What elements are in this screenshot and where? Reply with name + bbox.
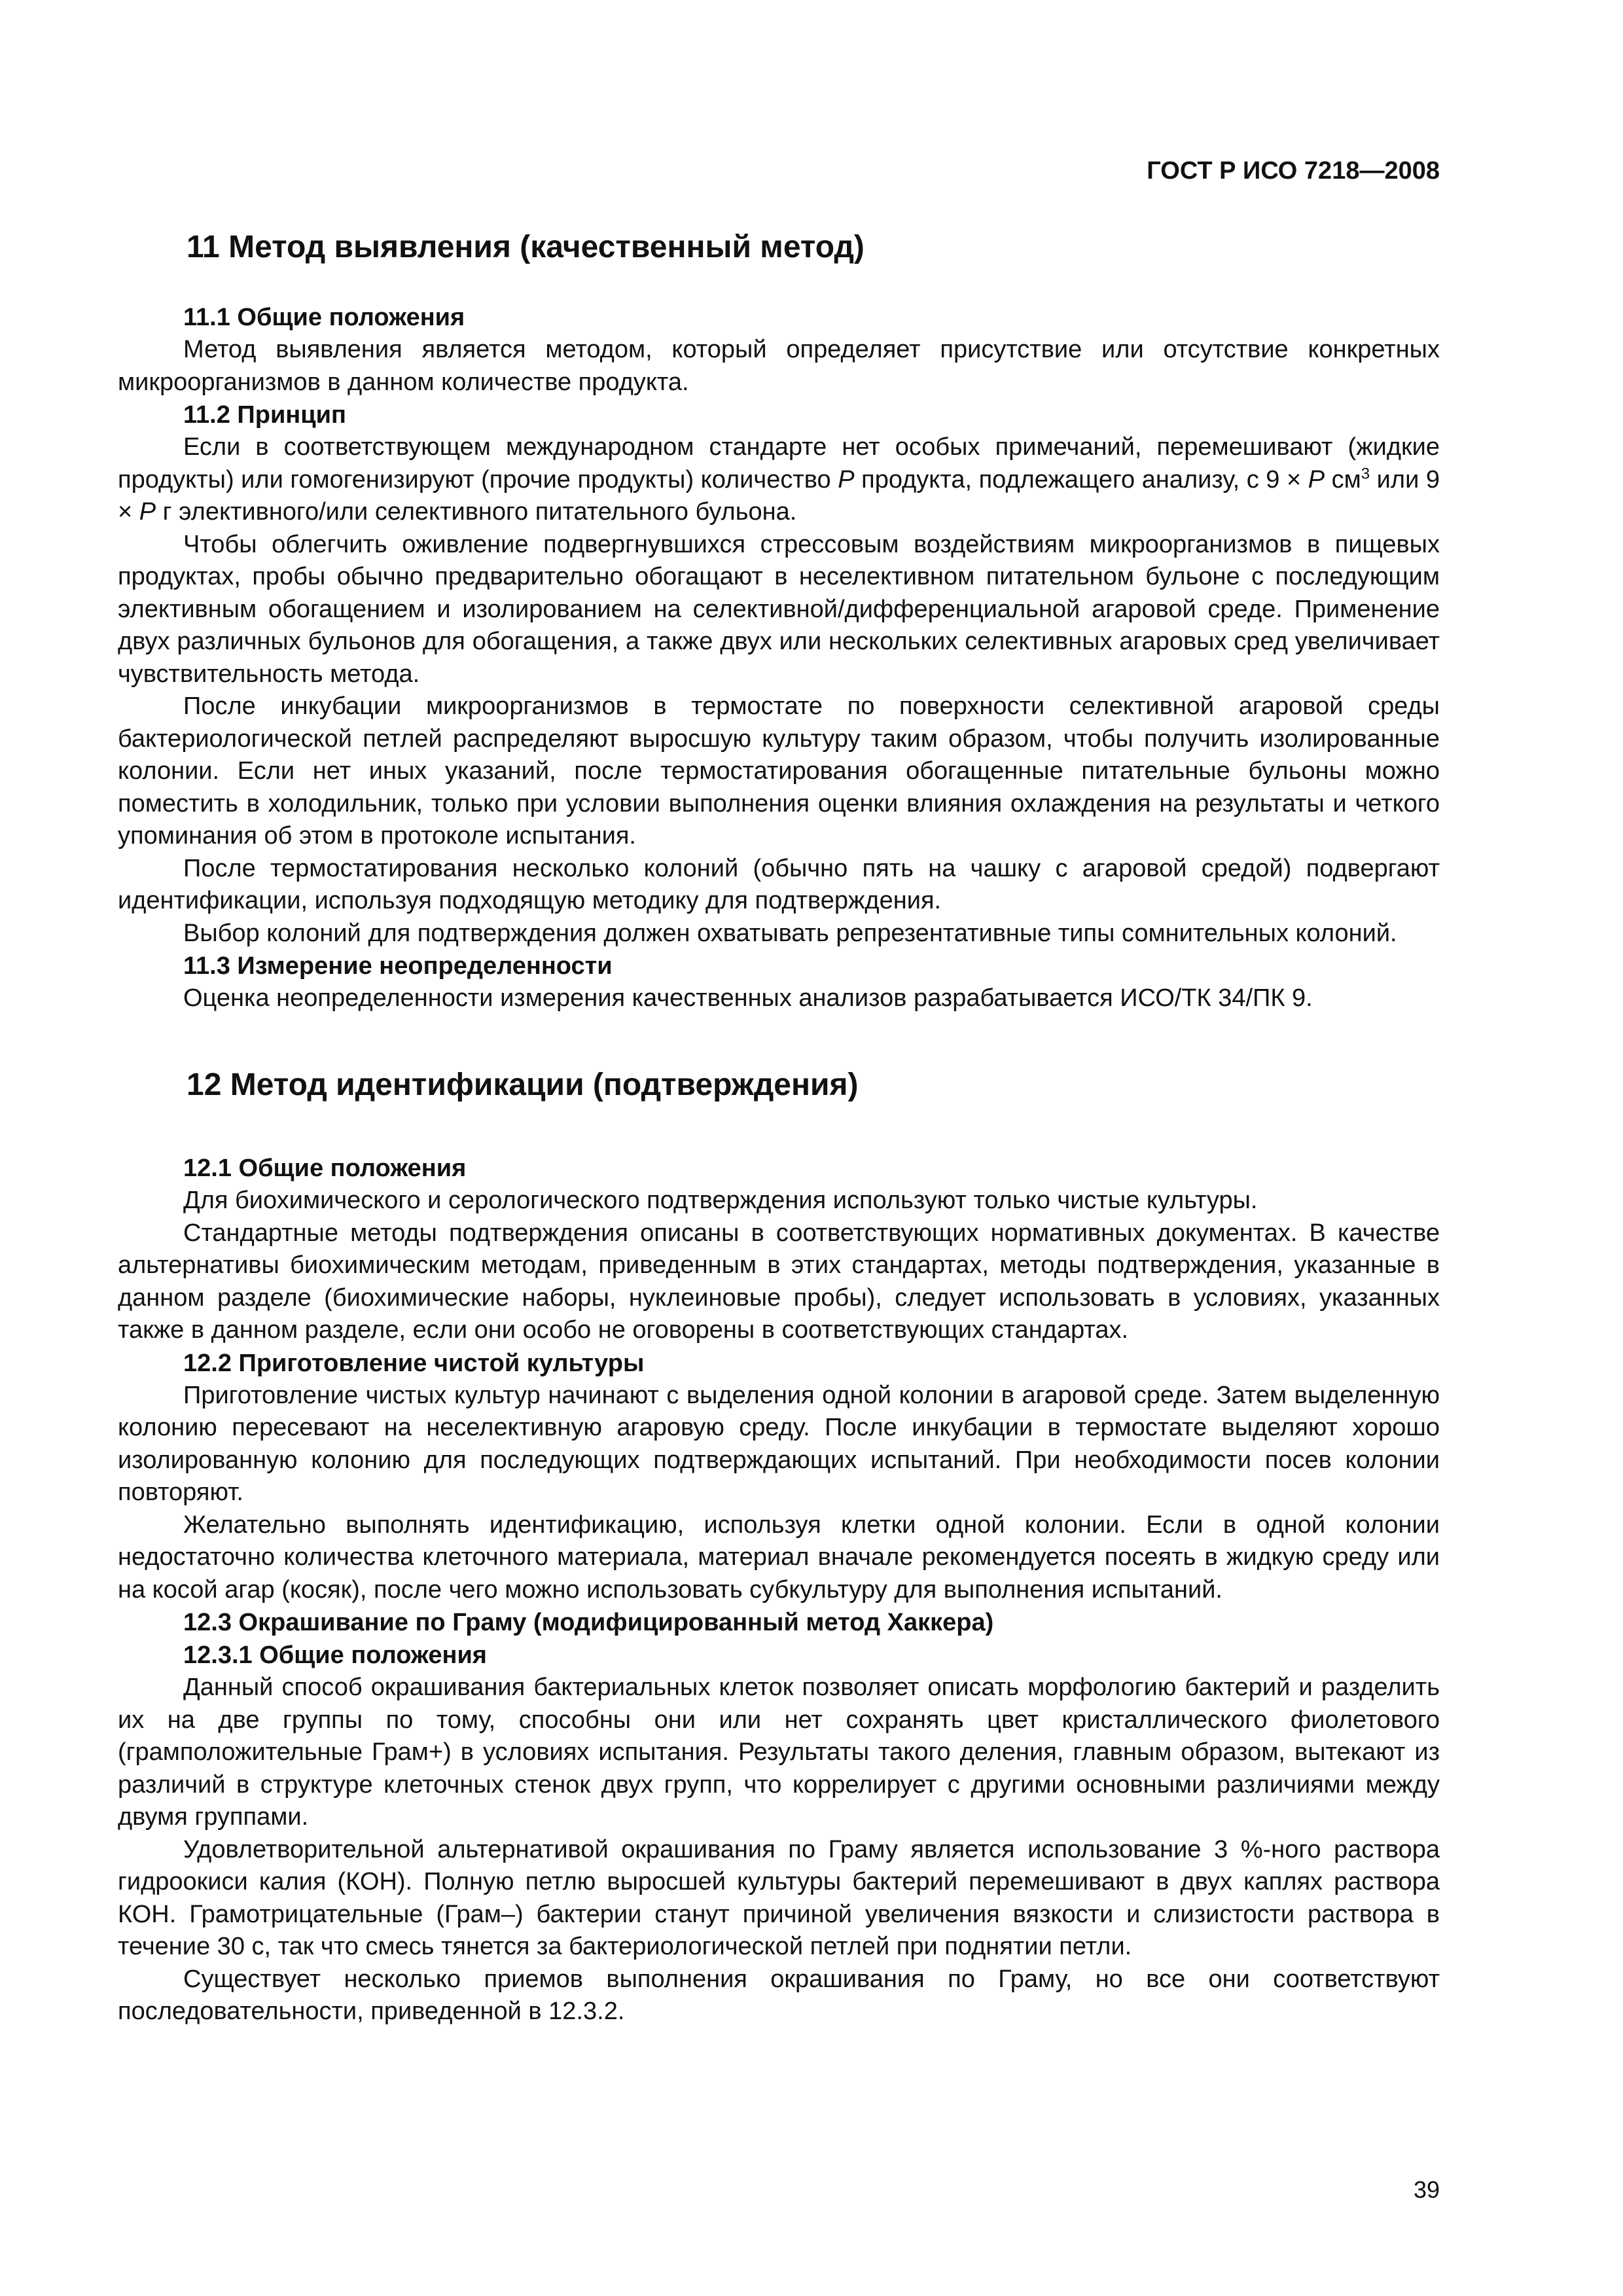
section-11-title: 11 Метод выявления (качественный метод) xyxy=(187,230,865,264)
section-11-3-p1: Оценка неопределенности измерения качественных анализов разрабатывается ИСО/ТК 34/ПК 9. xyxy=(183,984,1313,1012)
section-11-2-p3: После инкубации микроорганизмов в термостате по поверхности селективной агаровой среды бактериологической петлей распределяют выросшую культуру таким образом, чтобы получить изолированные колонии. Если нет иных указаний, после термостатирования обогащенные питательные бульоны можно поместить в холодильник, только при условии выполнения оценки влияния охлаждения на результаты и четкого упоминания об этом в протоколе испытания. xyxy=(118,692,1440,850)
section-12-body xyxy=(118,1152,1440,2028)
section-12-3-1-title: 12.3.1 Общие положения xyxy=(183,1641,487,1669)
section-12-3-1-p1: Данный способ окрашивания бактериальных клеток позволяет описать морфологию бактерий и разделить их на две группы по тому, способны они или нет сохранять цвет кристаллического фиолетового (грамположительные Грам+) в условиях испытания. Результаты такого деления, главным образом, вытекают из различий в структуре клеточных стенок двух групп, что коррелирует с другими основными различиями между двумя группами. xyxy=(118,1674,1440,1831)
section-11-2-p5: Выбор колоний для подтверждения должен охватывать репрезентативные типы сомнительных колоний. xyxy=(183,919,1397,947)
document-code: ГОСТ Р ИСО 7218—2008 xyxy=(1147,157,1440,185)
section-12-1-p1: Для биохимического и серологического подтверждения используют только чистые культуры. xyxy=(183,1187,1258,1214)
section-12-title: 12 Метод идентификации (подтверждения) xyxy=(187,1067,859,1102)
section-11-2-title: 11.2 Принцип xyxy=(183,401,346,429)
section-12-1-p2: Стандартные методы подтверждения описаны в соответствующих нормативных документах. В качестве альтернативы биохимическим методам, приведенным в этих стандартах, методы подтверждения, указанные в данном разделе (биохимические наборы, нуклеиновые пробы), следует использовать в условиях, указанных также в данном разделе, если они особо не оговорены в соответствующих стандартах. xyxy=(118,1219,1440,1344)
section-11-2-p4: После термостатирования несколько колоний (обычно пять на чашку с агаровой средой) подвергают идентификации, используя подходящую методику для подтверждения. xyxy=(118,854,1440,914)
section-12-3-title: 12.3 Окрашивание по Граму (модифицированный метод Хаккера) xyxy=(183,1609,994,1636)
section-12-3-1-p3: Существует несколько приемов выполнения окрашивания по Граму, но все они соответствуют последовательности, приведенной в 12.3.2. xyxy=(118,1965,1440,2025)
section-12-1-title: 12.1 Общие положения xyxy=(183,1155,467,1182)
section-12-3-1-p2: Удовлетворительной альтернативой окрашивания по Граму является использование 3 %-ного раствора гидроокиси калия (КОН). Полную петлю выросшей культуры бактерий перемешивают в двух каплях раствора КОН. Грамотрицательные (Грам–) бактерии станут причиной увеличения вязкости и слизистости раствора в течение 30 с, так что смесь тянется за бактериологической петлей при поднятии петли. xyxy=(118,1835,1440,1960)
section-11-2-p1: Если в соответствующем международном стандарте нет особых примечаний, перемешивают (жидкие продукты) или гомогенизируют (прочие продукты) количество P продукта, подлежащего анализу, с 9 × P $см^3$ или 9 × P г элективного/или селективного питательного бульона. xyxy=(118,433,1440,526)
page-number: 39 xyxy=(1413,2176,1440,2203)
section-11-body xyxy=(118,301,1440,1015)
section-12-2-p2: Желательно выполнять идентификацию, используя клетки одной колонии. Если в одной колонии недостаточно количества клеточного материала, материал вначале рекомендуется посеять в жидкую среду или на косой агар (косяк), после чего можно использовать субкультуру для выполнения испытаний. xyxy=(118,1511,1440,1604)
section-11-1-title: 11.1 Общие положения xyxy=(183,304,465,331)
section-11-3-title: 11.3 Измерение неопределенности xyxy=(183,952,613,980)
section-12-2-title: 12.2 Приготовление чистой культуры xyxy=(183,1349,645,1377)
section-11-2-p2: Чтобы облегчить оживление подвергнувшихся стрессовым воздействиям микроорганизмов в пищевых продуктах, пробы обычно предварительно обогащают в неселективном питательном бульоне с последующим элективным обогащением и изолированием на селективной/дифференциальной агаровой среде. Применение двух различных бульонов для обогащения, а также двух или нескольких селективных агаровых сред увеличивает чувствительность метода. xyxy=(118,530,1440,688)
section-11-1-p1: Метод выявления является методом, который определяет присутствие или отсутствие конкретных микроорганизмов в данном количестве продукта. xyxy=(118,336,1440,396)
section-12-2-p1: Приготовление чистых культур начинают с выделения одной колонии в агаровой среде. Затем выделенную колонию пересевают на неселективную агаровую среду. После инкубации в термостате выделяют хорошо изолированную колонию для последующих подтверждающих испытаний. При необходимости посев колонии повторяют. xyxy=(118,1381,1440,1506)
